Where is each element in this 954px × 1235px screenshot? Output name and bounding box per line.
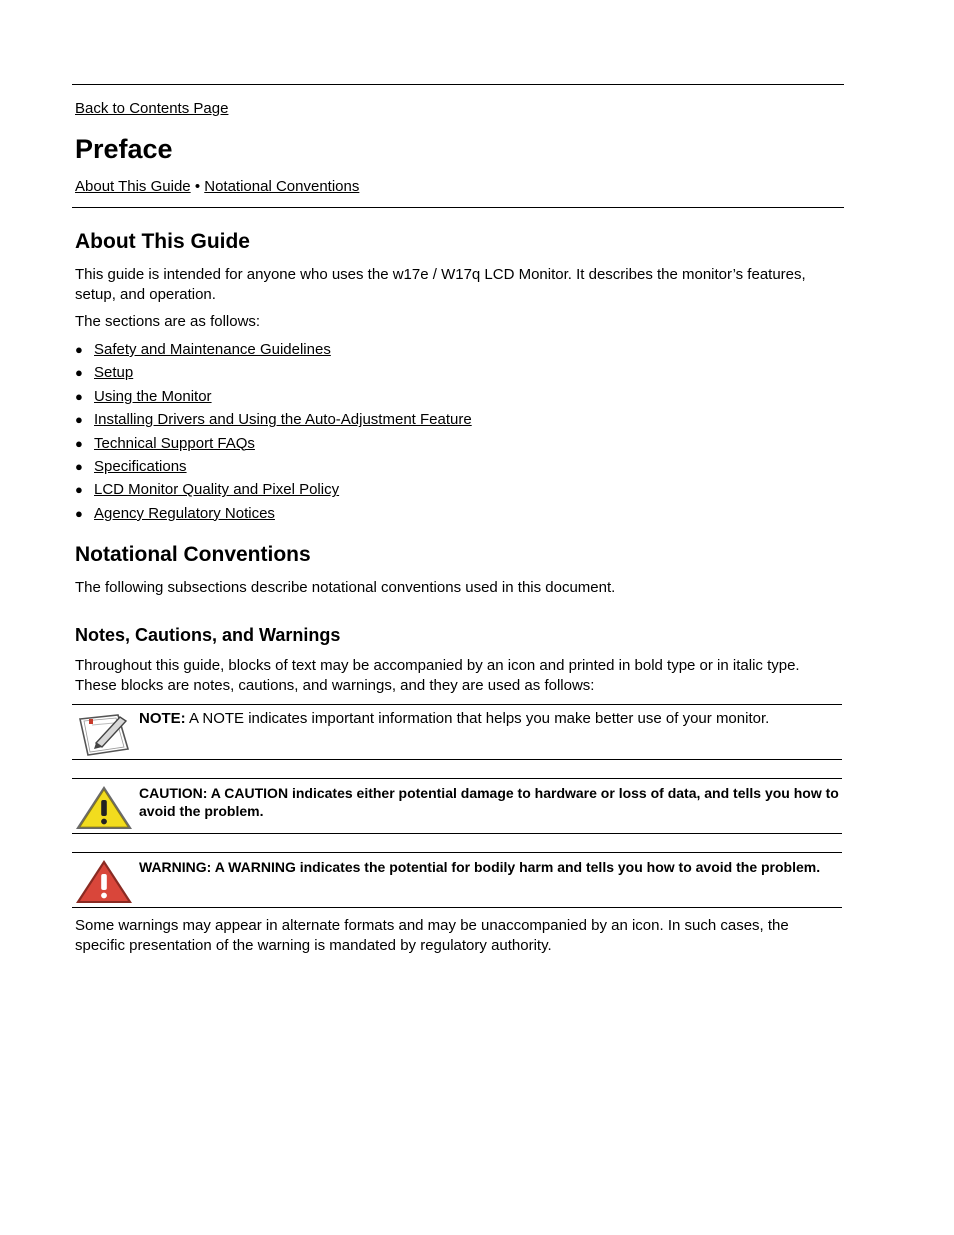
back-to-contents-link[interactable]: Back to Contents Page (75, 100, 229, 117)
notes-intro: Throughout this guide, blocks of text may be accompanied by an icon and printed in bold type or in italic type. These blocks are notes, cautions, and warnings, and they are used as follows: (75, 657, 800, 694)
caution-triangle-icon (74, 783, 134, 831)
bullet-icon: ● (75, 482, 83, 498)
section-link-specifications[interactable]: Specifications (94, 457, 187, 475)
list-item (75, 502, 472, 525)
notes-heading: Notes, Cautions, and Warnings (75, 625, 341, 645)
bullet-icon: ● (75, 388, 83, 404)
warning-triangle-icon (74, 857, 134, 905)
section-link-setup[interactable]: Setup (94, 364, 134, 382)
warning-callout (72, 852, 842, 908)
note-label: NOTE: (139, 710, 186, 727)
section-link-support-faqs[interactable]: Technical Support FAQs (94, 434, 255, 452)
section-link-using-monitor[interactable]: Using the Monitor (94, 387, 212, 405)
caution-callout (72, 778, 842, 834)
list-item (75, 338, 472, 361)
section-link-pixel-policy[interactable]: LCD Monitor Quality and Pixel Policy (94, 481, 340, 499)
notes-footer: Some warnings may appear in alternate formats and may be unaccompanied by an icon. In such cases, the specific presentation of the warning is mandated by regulatory authority. (75, 917, 789, 954)
bullet-icon: ● (75, 412, 83, 428)
note-body: A NOTE indicates important information that helps you make better use of your monitor. (185, 710, 770, 727)
note-callout (72, 704, 842, 760)
bullet-icon: ● (75, 505, 83, 521)
conventions-heading: Notational Conventions (75, 543, 311, 566)
section-link-safety[interactable]: Safety and Maintenance Guidelines (94, 341, 331, 358)
list-item (75, 385, 472, 408)
nav-separator: • (194, 178, 201, 195)
list-item (75, 432, 472, 455)
bullet-icon: ● (75, 342, 83, 357)
bullet-icon: ● (75, 365, 83, 381)
nav-notational-conventions-link[interactable]: Notational Conventions (204, 178, 360, 195)
sections-list (75, 338, 472, 525)
top-rule (72, 84, 844, 85)
note-text (139, 710, 839, 728)
page-title: Preface (75, 134, 173, 164)
note-pencil-icon (74, 709, 134, 757)
bullet-icon: ● (75, 435, 83, 451)
warning-text: WARNING: A WARNING indicates the potential for bodily harm and tells you how to avoid the problem. (139, 859, 821, 875)
list-item (75, 478, 472, 501)
list-item (75, 408, 472, 431)
section-link-regulatory[interactable]: Agency Regulatory Notices (94, 504, 275, 522)
bullet-icon: ● (75, 458, 83, 474)
sections-intro: The sections are as follows: (75, 313, 261, 330)
about-heading: About This Guide (75, 230, 250, 253)
list-item (75, 455, 472, 478)
caution-text: CAUTION: A CAUTION indicates either potential damage to hardware or loss of data, and tells you how to avoid the problem. (139, 785, 839, 819)
list-item (75, 361, 472, 384)
conventions-intro: The following subsections describe notational conventions used in this document. (75, 579, 616, 596)
nav-about-this-guide-link[interactable]: About This Guide (75, 178, 191, 195)
section-rule (72, 207, 844, 208)
section-link-drivers[interactable]: Installing Drivers and Using the Auto-Adjustment Feature (94, 411, 472, 429)
about-intro: This guide is intended for anyone who uses the w17e / W17q LCD Monitor. It describes the monitor’s features, setup, and operation. (75, 266, 806, 303)
section-nav (75, 178, 359, 195)
